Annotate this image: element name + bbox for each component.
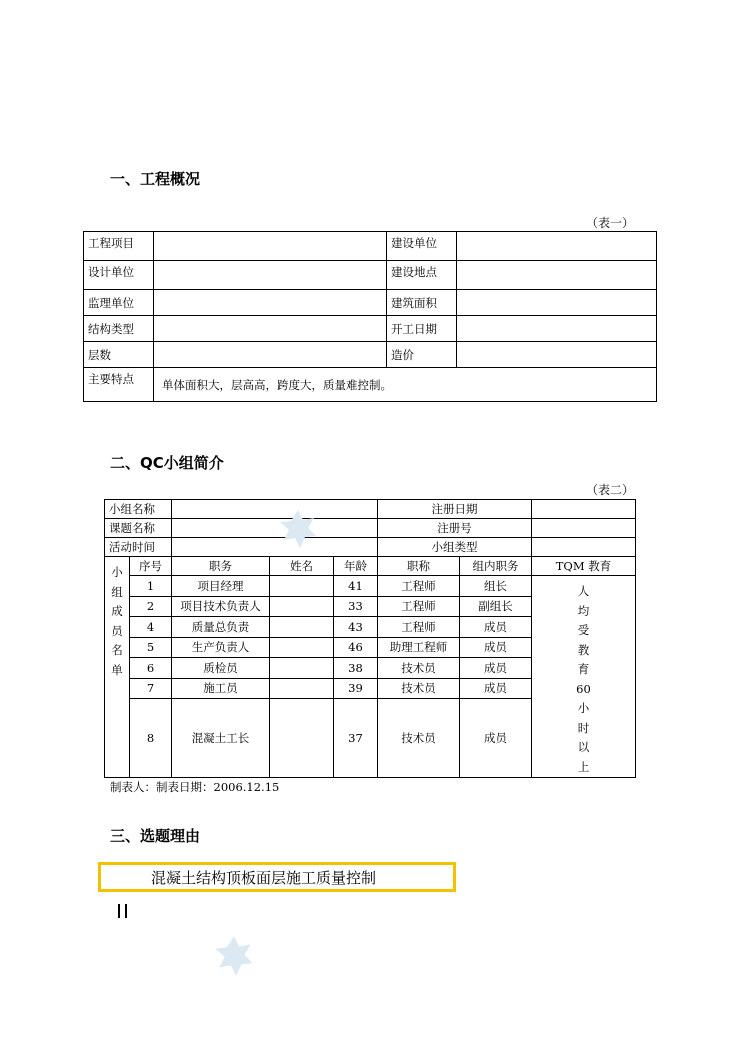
table1-row: [84, 232, 657, 261]
table1-value-cell: [457, 342, 657, 368]
tqm-education-char: 时: [577, 720, 590, 735]
tqm-education-char: 受: [577, 623, 590, 637]
table1-label-cell: 设计单位: [84, 261, 154, 290]
member-age-cell: 33: [334, 596, 378, 617]
tqm-education-char: 小: [577, 701, 590, 715]
member-duty-cell: 项目技术负责人: [172, 596, 270, 617]
table1-value-cell: [154, 342, 387, 368]
table2-info-value: [172, 538, 378, 557]
member-title-cell: 工程师: [378, 596, 460, 617]
member-age-cell: 41: [334, 576, 378, 597]
table1-row: [84, 261, 657, 290]
table1-value-cell: [457, 232, 657, 261]
member-age-cell: 38: [334, 658, 378, 679]
member-no-cell: 2: [130, 596, 172, 617]
member-role-cell: 副组长: [460, 596, 532, 617]
table2-column-header: 序号: [130, 557, 172, 576]
member-no-cell: 4: [130, 617, 172, 638]
table2-info-label: 小组名称: [105, 500, 172, 519]
table1-value-cell: [457, 290, 657, 316]
table2-info-label: 活动时间: [105, 538, 172, 557]
section-heading-topic-reason: 三、选题理由: [110, 827, 201, 845]
member-duty-cell: 项目经理: [172, 576, 270, 597]
table1-value-cell: [154, 316, 387, 342]
member-duty-cell: 生产负责人: [172, 637, 270, 658]
member-name-cell: [270, 699, 334, 778]
tqm-education-char: 以: [577, 740, 590, 754]
table1-label-cell: 建设地点: [387, 261, 457, 290]
table2-info-label: 小组类型: [378, 538, 532, 557]
topic-highlight-box: [98, 862, 456, 892]
table1-value-cell: [154, 261, 387, 290]
member-duty-cell: 质检员: [172, 658, 270, 679]
tqm-education-char: 60: [576, 681, 591, 696]
member-list-label-char: 员: [111, 623, 123, 638]
member-duty-cell: 质量总负责: [172, 617, 270, 638]
member-role-cell: 成员: [460, 699, 532, 778]
table2-header-row: [105, 557, 636, 576]
table1-row: [84, 290, 657, 316]
table1-label-cell: 监理单位: [84, 290, 154, 316]
table1-label-cell: 层数: [84, 342, 154, 368]
tqm-education-char: 均: [577, 603, 590, 618]
member-title-cell: 工程师: [378, 617, 460, 638]
tqm-education-char: 育: [577, 662, 590, 676]
member-age-cell: 46: [334, 637, 378, 658]
member-name-cell: [270, 658, 334, 679]
table2-info-label: 课题名称: [105, 519, 172, 538]
member-age-cell: 43: [334, 617, 378, 638]
table2-footer-note: 制表人：制表日期：2006.12.15: [110, 780, 280, 794]
table1-feature-value: 单体面积大，层高高，跨度大，质量难控制。: [154, 368, 657, 402]
table2-info-row: [105, 500, 636, 519]
member-role-cell: 成员: [460, 617, 532, 638]
member-age-cell: 37: [334, 699, 378, 778]
table2-info-value: [172, 519, 378, 538]
member-list-label-char: 组: [111, 584, 123, 599]
tqm-education-char: 上: [577, 759, 590, 774]
member-row: [105, 576, 636, 597]
member-title-cell: 工程师: [378, 576, 460, 597]
member-title-cell: 技术员: [378, 699, 460, 778]
table1-label-cell: 造价: [387, 342, 457, 368]
member-no-cell: 1: [130, 576, 172, 597]
qc-group-table: [104, 499, 636, 778]
member-title-cell: 技术员: [378, 658, 460, 679]
table1-row: [84, 342, 657, 368]
snowflake-watermark-icon-2: [211, 934, 257, 980]
member-age-cell: 39: [334, 678, 378, 699]
table2-info-value: [172, 500, 378, 519]
table2-column-header: 姓名: [270, 557, 334, 576]
table2-info-label: 注册号: [378, 519, 532, 538]
snowflake-watermark-icon: [276, 508, 320, 552]
member-list-vertical-label: [105, 557, 130, 778]
member-role-cell: 组长: [460, 576, 532, 597]
table1-label-cell: 工程项目: [84, 232, 154, 261]
table1-value-cell: [154, 232, 387, 261]
table1-value-cell: [457, 261, 657, 290]
member-role-cell: 成员: [460, 658, 532, 679]
table2-column-header: TQM 教育: [532, 557, 636, 576]
project-overview-table: [83, 231, 657, 402]
member-list-label-char: 成: [111, 604, 123, 618]
member-list-label-char: 名: [111, 643, 123, 657]
member-title-cell: 技术员: [378, 678, 460, 699]
table2-column-header: 职务: [172, 557, 270, 576]
text-cursor-icon: [118, 904, 127, 918]
table2-info-value: [532, 500, 636, 519]
member-name-cell: [270, 576, 334, 597]
table2-column-header: 职称: [378, 557, 460, 576]
topic-text: 混凝土结构顶板面层施工质量控制: [151, 868, 377, 887]
member-name-cell: [270, 617, 334, 638]
table1-label-cell: 建设单位: [387, 232, 457, 261]
member-duty-cell: 混凝土工长: [172, 699, 270, 778]
member-no-cell: 8: [130, 699, 172, 778]
member-role-cell: 成员: [460, 678, 532, 699]
section-heading-overview: 一、工程概况: [110, 170, 201, 188]
member-no-cell: 7: [130, 678, 172, 699]
table1-label-cell: 结构类型: [84, 316, 154, 342]
table2-info-row: [105, 538, 636, 557]
table2-info-label: 注册日期: [378, 500, 532, 519]
table2-info-value: [532, 519, 636, 538]
table2-info-value: [532, 538, 636, 557]
table1-feature-label: 主要特点: [84, 368, 154, 402]
member-no-cell: 6: [130, 658, 172, 679]
table1-feature-row: [84, 368, 657, 402]
member-role-cell: 成员: [460, 637, 532, 658]
table2-column-header: 年龄: [334, 557, 378, 576]
member-no-cell: 5: [130, 637, 172, 658]
member-name-cell: [270, 637, 334, 658]
table1-value-cell: [154, 290, 387, 316]
tqm-education-cell: [532, 576, 636, 778]
table1-row: [84, 316, 657, 342]
table1-label-cell: 开工日期: [387, 316, 457, 342]
table2-caption: （表二）: [586, 483, 635, 497]
table1-value-cell: [457, 316, 657, 342]
member-name-cell: [270, 596, 334, 617]
table1-caption: （表一）: [586, 216, 635, 230]
tqm-education-char: 人: [577, 584, 590, 598]
member-title-cell: 助理工程师: [378, 637, 460, 658]
tqm-education-char: 教: [577, 642, 590, 657]
section-heading-qc-group: 二、QC小组简介: [110, 454, 224, 472]
table2-info-row: [105, 519, 636, 538]
member-duty-cell: 施工员: [172, 678, 270, 699]
table1-label-cell: 建筑面积: [387, 290, 457, 316]
member-name-cell: [270, 678, 334, 699]
member-list-label-char: 单: [111, 662, 123, 677]
table2-column-header: 组内职务: [460, 557, 532, 576]
member-list-label-char: 小: [111, 565, 123, 579]
